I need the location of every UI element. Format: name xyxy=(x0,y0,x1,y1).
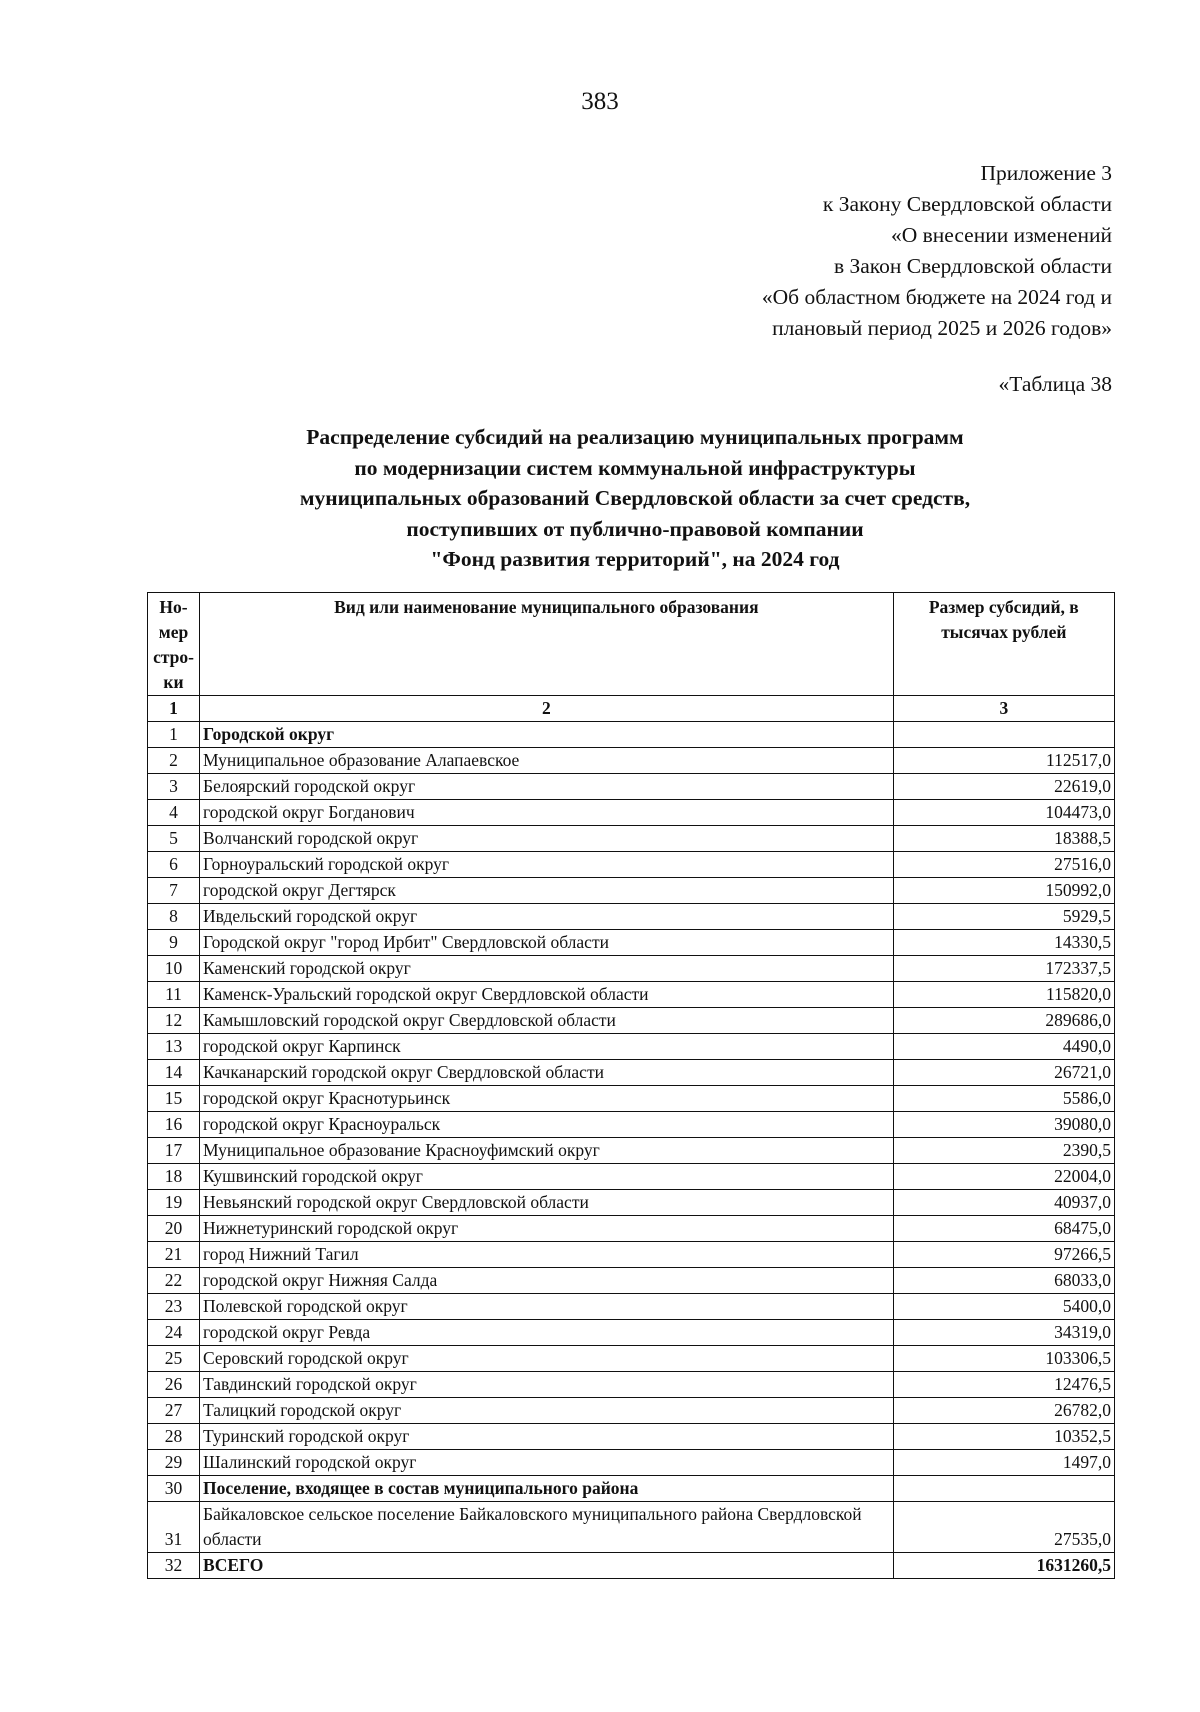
row-number: 9 xyxy=(148,930,200,956)
table-row xyxy=(148,852,1115,878)
row-number: 24 xyxy=(148,1320,200,1346)
subsidy-amount: 68033,0 xyxy=(893,1268,1114,1294)
subsidy-amount: 22004,0 xyxy=(893,1164,1114,1190)
municipality-name: Серовский городской округ xyxy=(200,1346,894,1372)
table-row xyxy=(148,722,1115,748)
municipality-name: городской округ Ревда xyxy=(200,1320,894,1346)
municipality-name: Нижнетуринский городской округ xyxy=(200,1216,894,1242)
municipality-name: Невьянский городской округ Свердловской области xyxy=(200,1190,894,1216)
municipality-name: Белоярский городской округ xyxy=(200,774,894,800)
municipality-name: городской округ Красноуральск xyxy=(200,1112,894,1138)
subsidy-amount: 68475,0 xyxy=(893,1216,1114,1242)
municipality-name: Муниципальное образование Красноуфимский округ xyxy=(200,1138,894,1164)
appendix-line: плановый период 2025 и 2026 годов» xyxy=(772,316,1112,340)
header-subsidy-amount: Размер субсидий, в тысячах рублей xyxy=(893,593,1114,696)
table-row xyxy=(148,956,1115,982)
subsidy-amount: 103306,5 xyxy=(893,1346,1114,1372)
table-label: «Таблица 38 xyxy=(998,372,1112,396)
municipality-name: городской округ Богданович xyxy=(200,800,894,826)
municipality-name: Кушвинский городской округ xyxy=(200,1164,894,1190)
municipality-name: Байкаловское сельское поселение Байкаловского муниципального района Свердловской области xyxy=(200,1502,894,1553)
row-number: 30 xyxy=(148,1476,200,1502)
row-number: 10 xyxy=(148,956,200,982)
row-number: 28 xyxy=(148,1424,200,1450)
appendix-line: «О внесении изменений xyxy=(890,223,1112,247)
municipality-name: Каменск-Уральский городской округ Свердловской области xyxy=(200,982,894,1008)
table-row xyxy=(148,1242,1115,1268)
table-row xyxy=(148,1476,1115,1502)
row-number: 26 xyxy=(148,1372,200,1398)
table-row xyxy=(148,748,1115,774)
table-row xyxy=(148,1268,1115,1294)
municipality-name: ВСЕГО xyxy=(200,1553,894,1579)
row-number: 12 xyxy=(148,1008,200,1034)
subsidy-amount: 26782,0 xyxy=(893,1398,1114,1424)
subsidy-amount: 10352,5 xyxy=(893,1424,1114,1450)
appendix-header xyxy=(762,158,1112,344)
table-body xyxy=(148,722,1115,1579)
subsidy-amount: 5400,0 xyxy=(893,1294,1114,1320)
municipality-name: Поселение, входящее в состав муниципального района xyxy=(200,1476,894,1502)
subsidy-amount: 97266,5 xyxy=(893,1242,1114,1268)
row-number: 25 xyxy=(148,1346,200,1372)
table-row xyxy=(148,1450,1115,1476)
appendix-line: в Закон Свердловской области xyxy=(833,254,1112,278)
table-row xyxy=(148,774,1115,800)
subsidy-amount: 172337,5 xyxy=(893,956,1114,982)
title-line: Распределение субсидий на реализацию муниципальных программ xyxy=(306,425,964,449)
title-line: муниципальных образований Свердловской области за счет средств, xyxy=(299,486,971,510)
title-line: "Фонд развития территорий", на 2024 год xyxy=(430,547,840,571)
subsidy-amount: 104473,0 xyxy=(893,800,1114,826)
row-number: 1 xyxy=(148,722,200,748)
municipality-name: городской округ Карпинск xyxy=(200,1034,894,1060)
municipality-name: Полевской городской округ xyxy=(200,1294,894,1320)
municipality-name: Ивдельский городской округ xyxy=(200,904,894,930)
row-number: 29 xyxy=(148,1450,200,1476)
subsidy-amount: 112517,0 xyxy=(893,748,1114,774)
row-number: 6 xyxy=(148,852,200,878)
subsidy-amount xyxy=(893,1476,1114,1502)
table-row xyxy=(148,1086,1115,1112)
subsidy-amount: 39080,0 xyxy=(893,1112,1114,1138)
municipality-name: Городской округ "город Ирбит" Свердловской области xyxy=(200,930,894,956)
municipality-name: Муниципальное образование Алапаевское xyxy=(200,748,894,774)
subsidy-amount: 115820,0 xyxy=(893,982,1114,1008)
row-number: 8 xyxy=(148,904,200,930)
row-number: 19 xyxy=(148,1190,200,1216)
subsidy-amount: 1497,0 xyxy=(893,1450,1114,1476)
subsidy-amount: 5586,0 xyxy=(893,1086,1114,1112)
row-number: 23 xyxy=(148,1294,200,1320)
subsidy-table xyxy=(147,592,1115,1579)
table-row xyxy=(148,904,1115,930)
subsidy-amount: 5929,5 xyxy=(893,904,1114,930)
municipality-name: Волчанский городской округ xyxy=(200,826,894,852)
row-number: 15 xyxy=(148,1086,200,1112)
table-row xyxy=(148,1346,1115,1372)
municipality-name: Туринский городской округ xyxy=(200,1424,894,1450)
row-number: 22 xyxy=(148,1268,200,1294)
appendix-line: к Закону Свердловской области xyxy=(822,192,1112,216)
table-row xyxy=(148,982,1115,1008)
subsidy-amount: 22619,0 xyxy=(893,774,1114,800)
row-number: 3 xyxy=(148,774,200,800)
subsidy-amount: 2390,5 xyxy=(893,1138,1114,1164)
appendix-line: Приложение 3 xyxy=(980,161,1112,185)
row-number: 14 xyxy=(148,1060,200,1086)
table-row xyxy=(148,878,1115,904)
table-row xyxy=(148,1553,1115,1579)
column-index-row xyxy=(148,696,1115,722)
municipality-name: город Нижний Тагил xyxy=(200,1242,894,1268)
row-number: 5 xyxy=(148,826,200,852)
municipality-name: Тавдинский городской округ xyxy=(200,1372,894,1398)
row-number: 2 xyxy=(148,748,200,774)
table-header-row xyxy=(148,593,1115,696)
row-number: 27 xyxy=(148,1398,200,1424)
header-row-number: Но-мер стро-ки xyxy=(148,593,200,696)
column-index: 3 xyxy=(893,696,1114,722)
table-row xyxy=(148,1424,1115,1450)
municipality-name: Качканарский городской округ Свердловской области xyxy=(200,1060,894,1086)
table-row xyxy=(148,1502,1115,1553)
row-number: 20 xyxy=(148,1216,200,1242)
row-number: 11 xyxy=(148,982,200,1008)
title-line: поступивших от публично-правовой компании xyxy=(406,516,864,541)
subsidy-amount: 4490,0 xyxy=(893,1034,1114,1060)
row-number: 31 xyxy=(148,1502,200,1553)
subsidy-amount: 289686,0 xyxy=(893,1008,1114,1034)
row-number: 16 xyxy=(148,1112,200,1138)
table-row xyxy=(148,1138,1115,1164)
table-row xyxy=(148,800,1115,826)
row-number: 17 xyxy=(148,1138,200,1164)
municipality-name: Шалинский городской округ xyxy=(200,1450,894,1476)
table-row xyxy=(148,1164,1115,1190)
subsidy-amount: 150992,0 xyxy=(893,878,1114,904)
municipality-name: городской округ Нижняя Салда xyxy=(200,1268,894,1294)
subsidy-amount: 14330,5 xyxy=(893,930,1114,956)
municipality-name: городской округ Дегтярск xyxy=(200,878,894,904)
municipality-name: Каменский городской округ xyxy=(200,956,894,982)
subsidy-amount: 40937,0 xyxy=(893,1190,1114,1216)
header-municipality-name: Вид или наименование муниципального образования xyxy=(200,593,894,696)
municipality-name: Горноуральский городской округ xyxy=(200,852,894,878)
document-title xyxy=(0,422,1200,575)
table-row xyxy=(148,1216,1115,1242)
table-row xyxy=(148,1398,1115,1424)
table-row xyxy=(148,1372,1115,1398)
subsidy-amount: 27535,0 xyxy=(893,1502,1114,1553)
column-index: 1 xyxy=(148,696,200,722)
table-row xyxy=(148,1320,1115,1346)
subsidy-amount xyxy=(893,722,1114,748)
row-number: 4 xyxy=(148,800,200,826)
municipality-name: Камышловский городской округ Свердловской области xyxy=(200,1008,894,1034)
column-index: 2 xyxy=(200,696,894,722)
table-row xyxy=(148,930,1115,956)
table-row xyxy=(148,1190,1115,1216)
subsidy-amount: 1631260,5 xyxy=(893,1553,1114,1579)
row-number: 7 xyxy=(148,878,200,904)
municipality-name: Городской округ xyxy=(200,722,894,748)
table-row xyxy=(148,826,1115,852)
title-line: по модернизации систем коммунальной инфраструктуры xyxy=(354,455,916,480)
page-number: 383 xyxy=(581,88,619,115)
table-row xyxy=(148,1060,1115,1086)
table-row xyxy=(148,1034,1115,1060)
subsidy-amount: 26721,0 xyxy=(893,1060,1114,1086)
subsidy-amount: 34319,0 xyxy=(893,1320,1114,1346)
subsidy-amount: 12476,5 xyxy=(893,1372,1114,1398)
table-row xyxy=(148,1294,1115,1320)
subsidy-amount: 27516,0 xyxy=(893,852,1114,878)
municipality-name: Талицкий городской округ xyxy=(200,1398,894,1424)
appendix-line: «Об областном бюджете на 2024 год и xyxy=(761,285,1112,309)
table-row xyxy=(148,1008,1115,1034)
municipality-name: городской округ Краснотурьинск xyxy=(200,1086,894,1112)
row-number: 13 xyxy=(148,1034,200,1060)
subsidy-amount: 18388,5 xyxy=(893,826,1114,852)
row-number: 18 xyxy=(148,1164,200,1190)
row-number: 32 xyxy=(148,1553,200,1579)
row-number: 21 xyxy=(148,1242,200,1268)
table-row xyxy=(148,1112,1115,1138)
